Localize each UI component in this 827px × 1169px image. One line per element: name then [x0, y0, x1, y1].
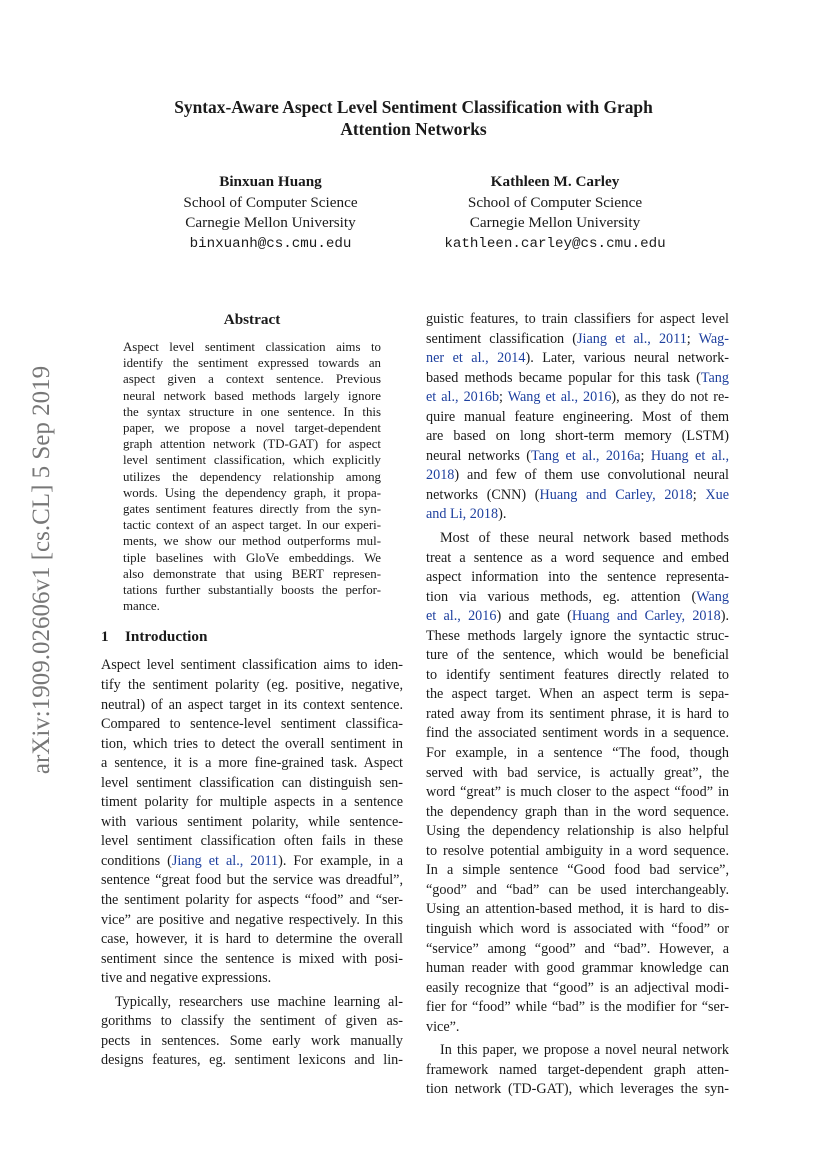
text-fragment: ;	[640, 447, 651, 464]
text-line	[426, 369, 729, 389]
abstract-line: Aspect level sentiment classication aims to	[123, 340, 381, 354]
text-line: level sentiment classification can distinguish sen-	[101, 774, 403, 791]
author-block	[163, 172, 378, 254]
section-heading	[101, 627, 403, 647]
text-line	[426, 486, 729, 506]
text-line: timent polarity for multiple aspects in a sentence	[101, 794, 403, 811]
text-line: tion network (TD-GAT), which leverages the syn-	[426, 1081, 729, 1098]
citation-link[interactable]: Tang et al., 2016a	[530, 447, 641, 464]
author-institution: Carnegie Mellon University	[469, 214, 641, 231]
abstract-line: neural network based methods largely ignore	[123, 388, 381, 403]
author-block	[420, 172, 690, 254]
text-fragment: networks (CNN) (	[426, 486, 540, 503]
author-affiliation: School of Computer Science	[183, 193, 358, 211]
citation-link[interactable]: et al., 2016b	[426, 389, 500, 406]
abstract-line: aspect given a context sentence. Previous	[123, 372, 381, 387]
text-line: the dependency graph than in the word sequence.	[426, 803, 729, 820]
abstract-line: graph attention network (TD-GAT) for aspect	[123, 437, 381, 452]
abstract-line: paper, we propose a novel target-dependent	[123, 421, 381, 436]
text-line	[426, 447, 729, 467]
author-name: Binxuan Huang	[219, 173, 322, 190]
text-line	[426, 607, 729, 627]
abstract-line: tactic context of an aspect target. In our experi-	[123, 518, 381, 533]
text-fragment: ). For example, in a	[278, 852, 404, 869]
text-line: with various sentiment polarity, while sentence-	[101, 813, 403, 830]
text-fragment: conditions (	[101, 852, 172, 869]
text-line: Compared to sentence-level sentiment classifica-	[101, 716, 403, 733]
text-line: tinguish which word is associated with “food” or	[426, 920, 729, 937]
text-line: find the associated sentiment words in a sequence.	[426, 725, 729, 742]
text-line: tion, which tries to detect the overall sentiment in	[101, 735, 403, 752]
text-line: rated away from its sentiment phrase, it is hard to	[426, 705, 729, 722]
text-line	[426, 330, 729, 350]
citation-link[interactable]: and Li, 2018	[426, 506, 499, 523]
section-title: Introduction	[125, 628, 208, 646]
text-line: Aspect level sentiment classification aims to iden-	[101, 657, 403, 674]
paper-title	[120, 96, 707, 140]
text-line: These methods largely ignore the syntactic struc-	[426, 627, 729, 644]
text-line: tive and negative expressions.	[101, 970, 272, 987]
right-column	[426, 310, 729, 1100]
left-column	[101, 310, 403, 1071]
abstract-line: also demonstrate that using BERT represen-	[123, 566, 381, 581]
text-fragment: tion via various methods, eg. attention (	[426, 588, 697, 605]
author-institution: Carnegie Mellon University	[185, 214, 356, 231]
title-line: Syntax-Aware Aspect Level Sentiment Classification with Graph	[174, 97, 653, 117]
title-line: Attention Networks	[340, 119, 487, 139]
paragraph	[426, 310, 729, 525]
text-line: “good” and “bad” can be used interchangeably.	[426, 881, 729, 898]
text-line: vice” are positive and negative respectively. In this	[101, 911, 403, 928]
abstract-line: ments, we show our method outperforms mul-	[123, 534, 381, 549]
text-line: fier for “food” while “bad” is the modifier for “ser-	[426, 999, 729, 1016]
arxiv-stamp-text: arXiv:1909.02606v1 [cs.CL] 5 Sep 2019	[28, 365, 55, 775]
author-email: binxuanh@cs.cmu.edu	[189, 235, 352, 252]
text-line: gorithms to classify the sentiment of given as-	[101, 1013, 403, 1030]
text-line: tify the sentiment polarity (eg. positive, negative,	[101, 677, 403, 693]
text-line: the aspect target. When an aspect term is sepa-	[426, 686, 729, 703]
text-line: the sentiment polarity for aspects “food” and “ser-	[101, 892, 403, 909]
paragraph	[426, 529, 729, 1037]
paragraph	[101, 656, 403, 988]
text-line: are based on long short-term memory (LSTM)	[426, 428, 729, 445]
text-fragment: ).	[498, 506, 507, 523]
author-affiliation: School of Computer Science	[467, 193, 643, 211]
text-fragment: based methods became popular for this task (	[426, 369, 701, 386]
text-fragment: sentiment classification (	[426, 330, 578, 347]
text-fragment: neural networks (	[426, 447, 531, 464]
text-fragment: ;	[686, 330, 699, 347]
text-line: treat a sentence as a word sequence and embed	[426, 549, 729, 566]
text-fragment: ;	[692, 486, 706, 503]
citation-link[interactable]: Wang	[696, 588, 729, 605]
text-line: In a simple sentence “Good food bad service”,	[426, 862, 729, 879]
abstract-line: tations further substantially boosts the perfor-	[123, 583, 381, 598]
text-fragment: ) and few of them use convolutional neural	[454, 467, 729, 484]
text-line: framework named target-dependent graph atten-	[426, 1061, 729, 1078]
abstract-line: mance.	[123, 599, 160, 614]
paragraph	[426, 1041, 729, 1100]
text-line: vice”.	[426, 1018, 460, 1035]
text-line: In this paper, we propose a novel neural network	[440, 1042, 729, 1059]
citation-link[interactable]: 2018	[426, 467, 455, 484]
abstract-line: level sentiment classification, which explicitly	[123, 453, 381, 468]
text-line: sentiment since the sentence is mixed with posi-	[101, 950, 403, 967]
text-line: level sentiment classification often fails in these	[101, 833, 403, 850]
abstract-line: gates sentiment features directly from the syn-	[123, 502, 381, 517]
text-line: Using an attention-based method, it is hard to dis-	[426, 901, 729, 918]
citation-link[interactable]: Huang and Carley, 2018	[539, 486, 693, 503]
text-fragment: ). Later, various neural network-	[525, 350, 730, 367]
citation-link[interactable]: Xue	[705, 486, 729, 503]
text-line: human reader with good grammar knowledge can	[426, 960, 729, 977]
text-fragment: ) and gate (	[496, 608, 572, 625]
text-line: designs features, eg. sentiment lexicons and lin-	[101, 1052, 403, 1069]
citation-link[interactable]: Wang et al., 2016	[507, 389, 612, 406]
text-line	[101, 852, 403, 872]
text-line: sentence “great food but the service was dreadful”,	[101, 872, 403, 889]
text-line	[426, 388, 729, 408]
text-fragment: ;	[499, 389, 508, 406]
text-line: pects in sentences. Some early work manually	[101, 1032, 403, 1049]
abstract-line: utilizes the dependency relationship among	[123, 469, 381, 484]
text-fragment: ), as they do not re-	[611, 389, 729, 406]
abstract-heading: Abstract	[223, 311, 281, 328]
abstract-line: identify the sentiment expressed towards an	[123, 356, 381, 371]
text-line: easily recognize that “good” is an adjectival modi-	[426, 979, 729, 996]
citation-link[interactable]: ner et al., 2014	[426, 350, 526, 367]
citation-link[interactable]: et al., 2016	[426, 608, 497, 625]
text-line: word “great” is much closer to the aspect “food” in	[426, 784, 729, 801]
citation-link[interactable]: Jiang et al., 2011	[171, 852, 279, 869]
text-line: a sentence, it is a more fine-grained task. Aspect	[101, 755, 403, 772]
section-number: 1	[101, 628, 109, 646]
text-line	[426, 349, 729, 369]
abstract-line: tiple baselines with GloVe embeddings. We	[123, 550, 381, 565]
abstract-line: words. Using the dependency graph, it propa-	[123, 485, 381, 500]
text-line: “service” among “good” and “bad”. However, a	[426, 940, 729, 957]
text-line: Typically, researchers use machine learning al-	[115, 993, 403, 1010]
text-line: served with bad service, is actually great”, the	[426, 764, 729, 781]
abstract-body	[101, 339, 403, 614]
text-fragment: ).	[720, 608, 729, 625]
arxiv-stamp	[22, 300, 62, 840]
text-line: quire manual feature engineering. Most of them	[426, 408, 729, 425]
text-line: aspect information into the sentence representa-	[426, 569, 729, 586]
text-line: to resolve potential ambiguity in a word sequence.	[426, 842, 729, 859]
text-line: Using the dependency relationship is also helpful	[426, 823, 729, 840]
text-line: to identify sentiment features directly related to	[426, 666, 729, 683]
citation-link[interactable]: Huang et al.,	[650, 447, 729, 464]
text-line: guistic features, to train classifiers for aspect level	[426, 311, 729, 327]
abstract-line: the syntax structure in one sentence. In this	[123, 404, 381, 419]
citation-link[interactable]: Jiang et al., 2011	[577, 330, 687, 347]
text-line	[426, 588, 729, 608]
citation-link[interactable]: Huang and Carley, 2018	[571, 608, 721, 625]
text-line: For example, in a sentence “The food, though	[426, 745, 729, 762]
text-line	[426, 466, 729, 486]
paragraph	[101, 993, 403, 1071]
citation-link[interactable]: Tang	[700, 369, 729, 386]
author-email: kathleen.carley@cs.cmu.edu	[444, 235, 666, 252]
text-line: neutral) of an aspect target in its context sentence.	[101, 696, 403, 713]
author-name: Kathleen M. Carley	[490, 173, 620, 190]
text-line: case, however, it is hard to determine the overall	[101, 931, 403, 948]
citation-link[interactable]: Wag-	[698, 330, 729, 347]
text-line: Most of these neural network based methods	[440, 530, 729, 547]
text-line: ture of the sentence, which would be beneficial	[426, 647, 729, 664]
text-line	[426, 505, 729, 525]
